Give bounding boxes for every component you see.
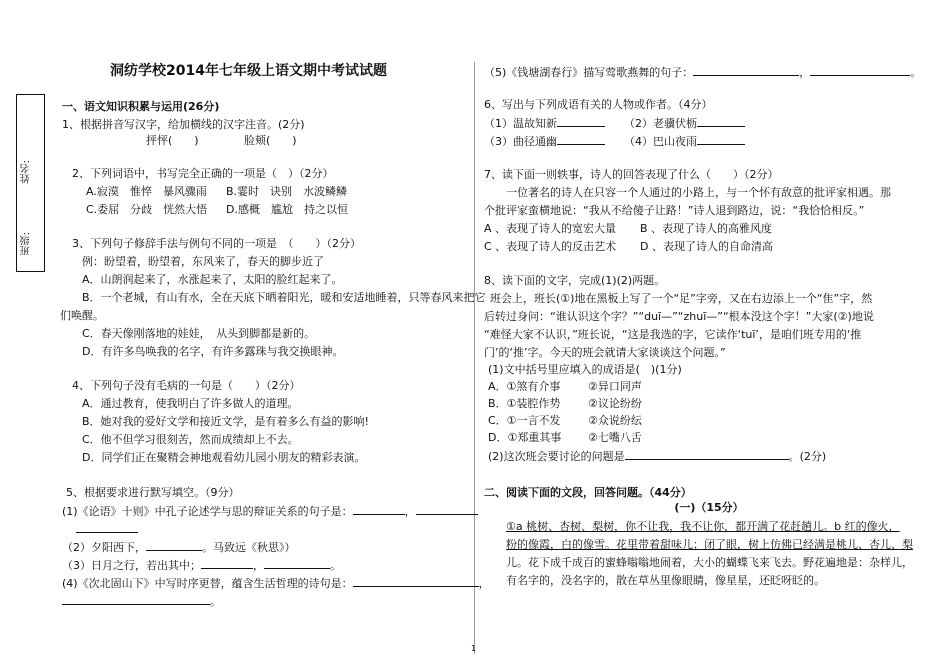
question-5-item-3: （3）日月之行，若出其中； ， 。: [62, 559, 341, 572]
question-5-item-3-text-b: ，: [253, 559, 264, 572]
answer-blank[interactable]: [264, 558, 330, 569]
question-5-item-5: （5)《钱塘湖春行》描写莺歌燕舞的句子： ， 。: [484, 66, 922, 79]
question-5-item-2-text-b: 。马致远《秋思》）: [202, 541, 296, 554]
question-7-option-b: B 、表现了诗人的高雅风度: [640, 222, 773, 235]
question-3-option-a: A．山朗润起来了，水涨起来了，太阳的脸红起来了。: [82, 273, 343, 286]
answer-blank[interactable]: [416, 504, 478, 515]
page-title: 洞纺学校2014年七年级上语文期中考试试题: [110, 63, 387, 79]
question-5-item-4: (4)《次北固山下》中写时序更替，蕴含生活哲理的诗句是： ，: [62, 577, 490, 590]
question-8-part-1-option-b: B．①装腔作势: [488, 397, 561, 410]
question-8-passage-line-2: 后转过身问：“谁认识这个字？”“duī—”“zhuī—”“根本没这个字！”大家(②)地说: [484, 310, 874, 323]
question-2-option-c: C.委屈 分歧 恍然大悟: [86, 203, 208, 216]
answer-blank[interactable]: [201, 558, 253, 569]
question-2: 2、下列词语中，书写完全正确的一项是（ ）（2分）: [72, 167, 334, 180]
question-7-option-a: A 、表现了诗人的宽宏大量: [484, 222, 617, 235]
question-5-item-2-text-a: （2）夕阳西下，: [62, 541, 146, 554]
question-4-option-b: B．她对我的爱好文学和接近文学，是有着多么有益的影响!: [82, 415, 369, 428]
class-label: 班级:: [21, 232, 32, 256]
name-label: 姓名:: [21, 160, 32, 184]
question-4-option-c: C．他不但学习很刻苦，然而成绩却上不去。: [82, 433, 299, 446]
question-8-passage-line-3: “难怪大家不认识，”班长说，“这是我选的字，它读作‘tuī’，是咱们班专用的‘推: [484, 328, 862, 341]
question-4-option-a: A．通过教育，使我明白了许多做人的道理。: [82, 397, 299, 410]
question-3-option-b-cont: 们唤醒。: [60, 309, 104, 322]
question-8-part-1-option-d: D．①郑重其事: [488, 431, 562, 444]
question-7: 7、读下面一则轶事，诗人的回答表现了什么（ ）（2分）: [484, 168, 779, 181]
question-5-item-2: [62, 540, 296, 555]
question-8: 8、读下面的文字，完成(1)(2)两题。: [484, 274, 666, 287]
reading-1-line-1: ①a 桃树、杏树、梨树，你不让我，我不让你，都开满了花赶趟儿。b 红的像火，: [506, 520, 900, 533]
question-4: 4、下列句子没有毛病的一句是（ ）（2分）: [72, 379, 301, 392]
answer-blank[interactable]: [697, 134, 745, 145]
question-3-option-d: D．有许多鸟唤我的名字，有许多露珠与我交换眼神。: [82, 345, 344, 358]
section-1-heading: 一、语文知识积累与运用(26分): [62, 100, 220, 113]
question-8-part-1-option-d-2: ②七嘴八舌: [588, 431, 642, 444]
question-3-option-c: C．春天像刚落地的娃娃， 从头到脚都是新的。: [82, 327, 316, 340]
answer-blank[interactable]: [76, 522, 138, 533]
question-6-item-3-text: （3）曲径通幽: [484, 135, 557, 148]
question-8-part-1-option-a: A．①煞有介事: [488, 380, 561, 393]
answer-blank-line: 。: [62, 594, 221, 609]
question-8-part-1-option-c: C．①一言不发: [488, 414, 561, 427]
question-1-item-b: 脸颊( ): [244, 134, 297, 147]
question-6: 6、写出与下列成语有关的人物或作者。（4分）: [484, 98, 713, 111]
question-7-passage-line-1: 一位著名的诗人在只容一个人通过的小路上，与一个怀有敌意的批评家相遇。那: [506, 186, 891, 199]
answer-blank[interactable]: [557, 134, 605, 145]
question-2-option-a: A.寂漠 惟悴 暴风骤雨: [86, 185, 207, 198]
answer-blank[interactable]: [353, 504, 405, 515]
question-3-example: 例：盼望着，盼望着，东风来了，春天的脚步近了: [82, 255, 324, 268]
reading-1-line-3: 儿。花下成千成百的蜜蜂嗡嗡地闹着，大小的蝴蝶飞来飞去。野花遍地是：杂样儿，: [506, 556, 913, 569]
answer-blank-line: [76, 522, 138, 537]
question-6-item-2-text: （2）老骥伏枥: [624, 117, 697, 130]
column-divider: [474, 62, 475, 654]
question-3: 3、下列句子修辞手法与例句不同的一项是 （ ）（2分）: [72, 237, 361, 250]
question-8-part-2-text: (2)这次班会要讨论的问题是: [488, 450, 625, 463]
page-number: 1: [471, 644, 477, 653]
question-7-option-d: D 、表现了诗人的自命清高: [640, 240, 773, 253]
answer-blank[interactable]: [697, 116, 745, 127]
question-2-option-d: D.感概 尴尬 持之以恒: [226, 203, 348, 216]
question-5-item-3-text-a: （3）日月之行，若出其中；: [62, 559, 201, 572]
answer-blank[interactable]: [810, 65, 910, 76]
answer-blank[interactable]: [353, 576, 479, 587]
reading-1-heading: (一)（15分）: [674, 501, 744, 514]
question-1: 1、根据拼音写汉字，给加横线的汉字注音。(2分): [62, 118, 305, 131]
question-1-item-a: 抨怦( ): [146, 134, 199, 147]
question-8-part-1-option-c-2: ②众说纷纭: [588, 414, 642, 427]
question-2-option-b: B.霎时 诀别 水波鳞鳞: [226, 185, 348, 198]
question-8-part-2: [488, 449, 826, 464]
question-6-item-4-text: （4）巴山夜雨: [624, 135, 697, 148]
question-5-item-1-text: (1)《论语》十则》中孔子论述学与思的辩证关系的句子是：: [62, 505, 353, 518]
answer-blank[interactable]: [62, 594, 210, 605]
question-5-item-5-text: （5)《钱塘湖春行》描写莺歌燕舞的句子：: [484, 66, 694, 79]
question-7-passage-line-2: 个批评家蛮横地说：“我从不给傻子让路！”诗人退到路边，说：“我恰恰相反。”: [484, 204, 865, 217]
question-8-part-2-score: 。(2分): [788, 450, 827, 463]
answer-blank[interactable]: [693, 65, 799, 76]
question-8-passage-line-1: 班会上，班长(①)地在黑板上写了一个“足”字旁，又在右边添上一个“隹”字，然: [490, 292, 873, 305]
question-4-option-d: D．同学们正在聚精会神地观看幼儿园小朋友的精彩表演。: [82, 451, 366, 464]
answer-blank[interactable]: [146, 540, 202, 551]
reading-1-line-4: 有名字的，没名字的，散在草丛里像眼睛，像星星，还眨呀眨的。: [506, 574, 825, 587]
question-6-item-4: [624, 134, 745, 149]
answer-blank[interactable]: [625, 449, 789, 460]
question-8-part-1-option-a-2: ②异口同声: [588, 380, 642, 393]
answer-blank[interactable]: [557, 116, 605, 127]
question-8-passage-line-4: 门’的‘推’字。今天的班会就请大家谈谈这个问题。”: [484, 346, 726, 359]
question-6-item-2: [624, 116, 745, 131]
question-5-item-1: (1)《论语》十则》中孔子论述学与思的辩证关系的句子是： ，: [62, 504, 478, 519]
reading-1-line-2: [506, 538, 913, 552]
question-6-item-1-text: （1）温故知新: [484, 117, 557, 130]
section-2-heading: 二、阅读下面的文段，回答问题。（44分）: [484, 486, 692, 499]
question-6-item-1: [484, 116, 605, 131]
question-6-item-3: [484, 134, 605, 149]
question-3-option-b: B．一个老城，有山有水，全在天底下晒着阳光，暖和安适地睡着，只等春风来把它: [82, 291, 486, 304]
question-8-part-1: (1)文中括号里应填入的成语是( )(1分): [488, 363, 682, 376]
question-5-item-4-text: (4)《次北固山下》中写时序更替，蕴含生活哲理的诗句是：: [62, 577, 353, 590]
question-5: 5、根据要求进行默写填空。（9分）: [66, 486, 240, 499]
question-7-option-c: C 、表现了诗人的反击艺术: [484, 240, 617, 253]
reading-1-line-2-text: 粉的像霞，白的像雪。花里带着甜味儿；闭了眼，树上仿佛已经满是桃儿、杏儿、梨: [506, 538, 913, 551]
question-8-part-1-option-b-2: ②议论纷纷: [588, 397, 642, 410]
